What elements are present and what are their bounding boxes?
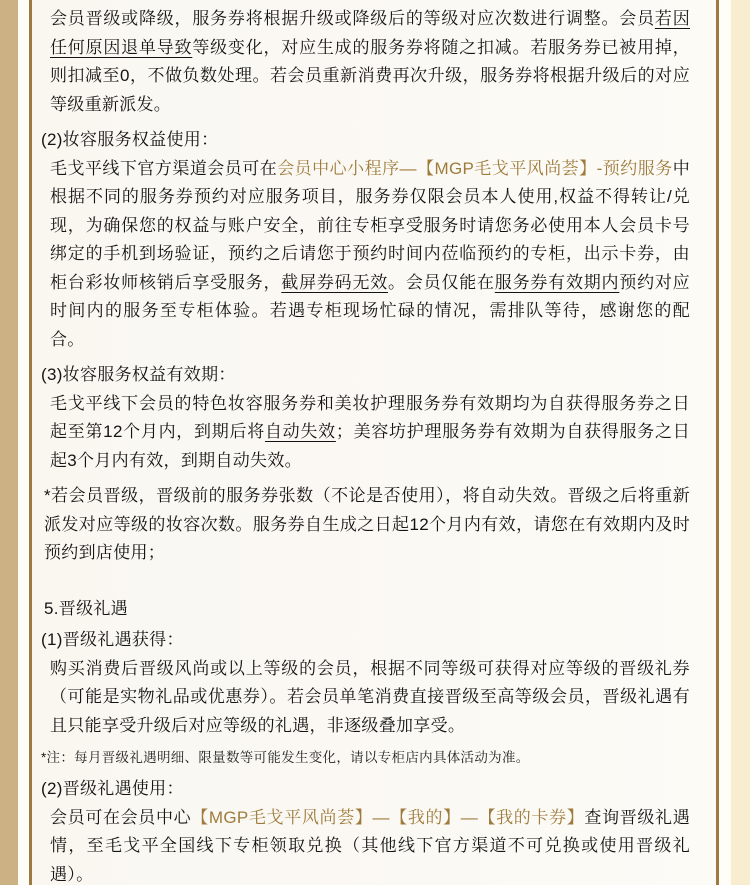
text-run: 毛戈平线下会员的特色妆容服务券和美妆护理服务券有效期均为自获得服务券之日起至第12个月内，到期后将: [50, 393, 690, 441]
numbered-heading: [41, 361, 690, 390]
text-run: 购买消费后晋级风尚或以上等级的会员，根据不同等级可获得对应等级的晋级礼券（可能是实物礼品或优惠券）。若会员单笔消费直接晋级至高等级会员，晋级礼遇有且只能享受升级后对应等级的礼遇，非逐级叠加享受。: [50, 658, 690, 735]
paragraph: [50, 655, 690, 741]
text-run: 会员晋级或降级，服务券将根据升级或降级后的等级对应次数进行调整。会员: [50, 9, 655, 28]
paragraph: [50, 390, 690, 476]
fine-print-note: [41, 747, 690, 768]
text-run: (3)妆容服务权益有效期：: [41, 365, 236, 384]
text-run: *若会员晋级，晋级前的服务券张数（不论是否使用），将自动失效。晋级之后将重新派发对应等级的妆容次数。服务券自生成之日起12个月内有效，请您在有效期内及时预约到店使用；: [44, 486, 690, 562]
section-heading: [44, 595, 690, 624]
star-footnote: [44, 482, 690, 568]
text-run: (1)晋级礼遇获得：: [41, 630, 184, 649]
numbered-heading: [41, 775, 690, 804]
text-run: 。会员仅能在: [388, 272, 495, 292]
text-run: (2)晋级礼遇使用：: [41, 779, 184, 798]
text-run: 会员可在会员中心: [50, 807, 192, 827]
text-run: 毛戈平线下官方渠道会员可在: [50, 158, 278, 178]
paragraph: [50, 804, 690, 885]
text-run: 中根据不同的服务券预约对应服务项目，服务券仅限会员本人使用,权益不得转让/兑现，为确保您的权益与账户安全，前往专柜享受服务时请您务必使用本人会员卡号绑定的手机到场验证，预约之后请您于预约时间内莅临预约的专柜，出示卡券，由柜台彩妆师核销后享受服务，: [50, 158, 690, 292]
paragraph: [50, 155, 690, 355]
text-run: ；美容坊护理服务券有效期为自获得服务之日起3个月内有效，到期自动失效。: [50, 422, 691, 470]
underlined-text: 自动失效: [264, 422, 336, 441]
decorative-left-band: [0, 0, 18, 885]
text-run: 5.晋级礼遇: [44, 598, 128, 618]
text-run: 等级变化，对应生成的服务券将随之扣减。若服务券已被用掉，则扣减至0，不做负数处理。若会员重新消费再次升级，服务券将根据升级后的对应等级重新派发。: [50, 37, 690, 114]
decorative-right-band: [731, 0, 750, 885]
paragraph: [50, 5, 690, 119]
text-run: 查询晋级礼遇情，至毛戈平全国线下专柜领取兑换（其他线下官方渠道不可兑换或使用晋级礼遇）。: [50, 807, 690, 884]
numbered-heading: [41, 626, 690, 655]
underlined-text: 若因任何原因退单导致: [50, 9, 690, 57]
underlined-text: 服务券有效期内: [494, 272, 620, 292]
text-run: 预约对应时间内的服务至专柜体验。若遇专柜现场忙碌的情况，需排队等待，感谢您的配合。: [50, 272, 690, 349]
text-run: (2)妆容服务权益使用：: [41, 130, 219, 149]
underlined-text: 截屏券码无效: [281, 272, 389, 292]
numbered-heading: [41, 126, 690, 155]
gold-highlight-text: 【MGP毛戈平风尚荟】—【我的】—【我的卡券】: [191, 807, 585, 827]
decorative-right-gap: [719, 0, 731, 885]
terms-document: [32, 0, 716, 885]
text-run: *注：每月晋级礼遇明细、限量数等可能发生变化，请以专柜店内具体活动为准。: [41, 750, 530, 765]
gold-highlight-text: 会员中心小程序—【MGP毛戈平风尚荟】-预约服务: [277, 158, 673, 178]
decorative-left-gap: [18, 0, 29, 885]
